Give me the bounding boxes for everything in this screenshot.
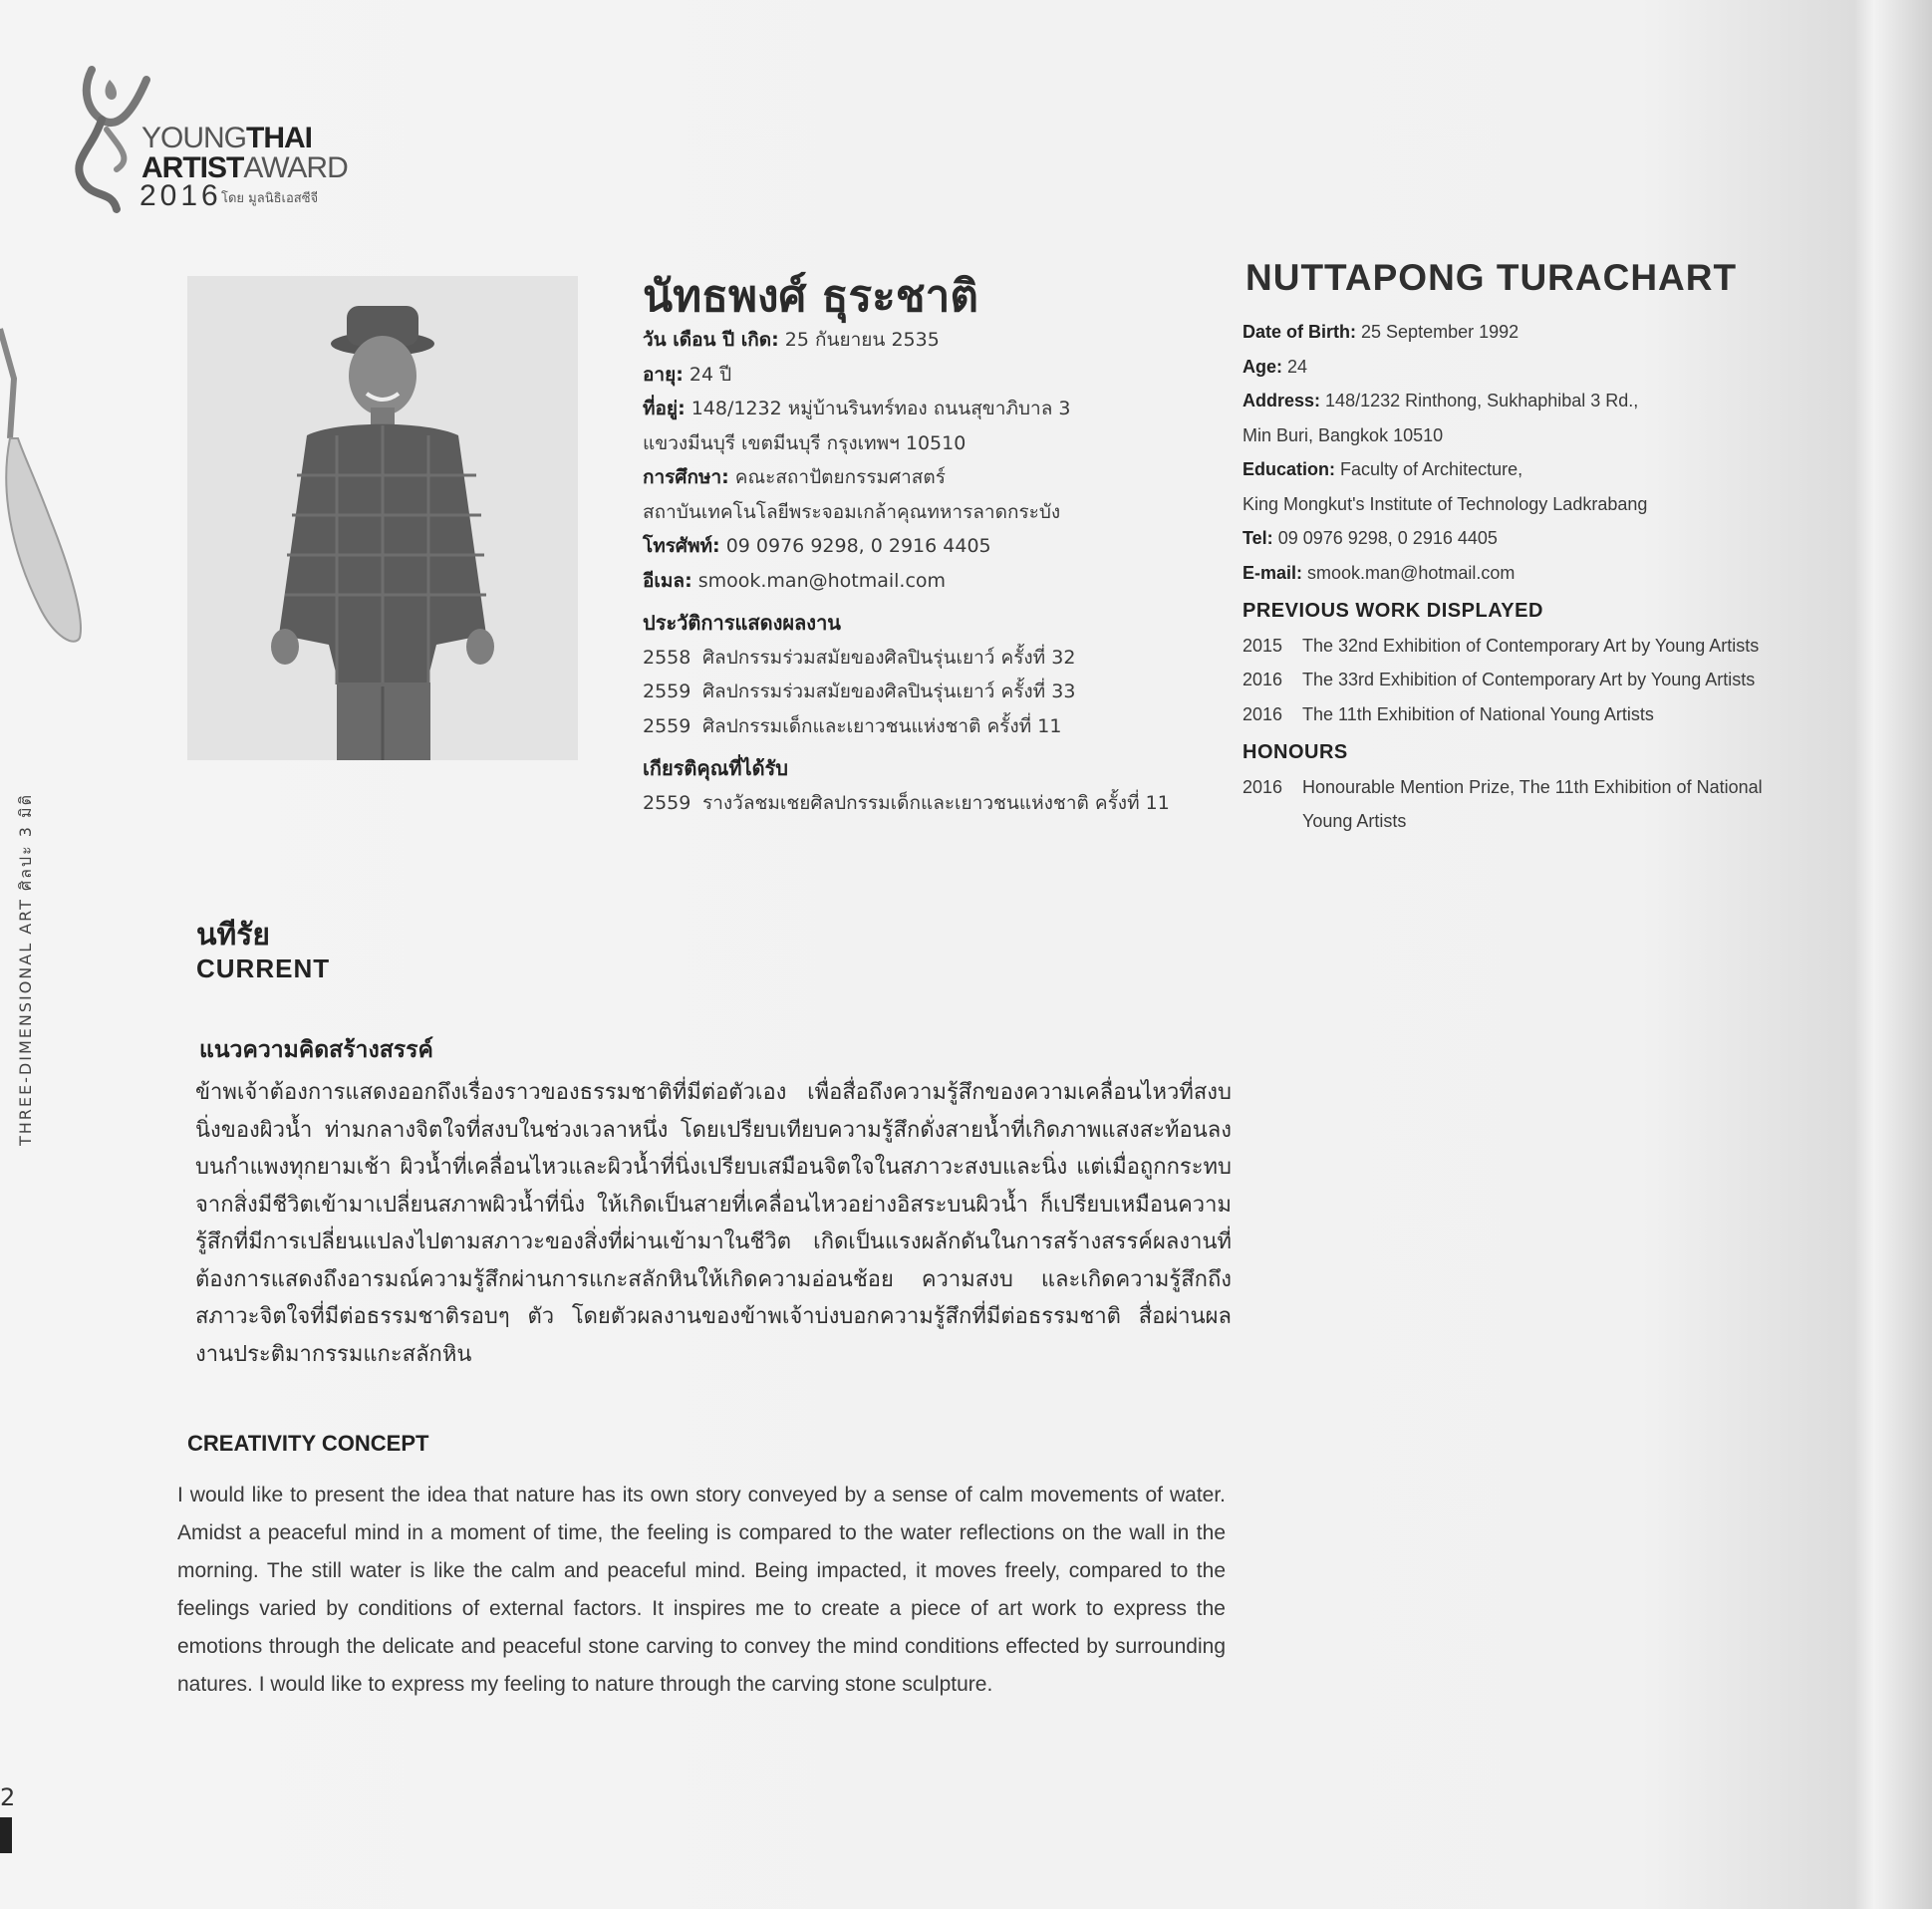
email-row: E-mail: smook.man@hotmail.com: [1242, 562, 1516, 583]
address-row: Address: 148/1232 Rinthong, Sukhaphibal 3 Rd.,: [1242, 391, 1639, 410]
exhibition-item: 2558 ศิลปกรรมร่วมสมัยของศิลปินรุ่นเยาว์ ครั้งที่ 32: [643, 646, 1076, 669]
honour-item: 2559 รางวัลชมเชยศิลปกรรมเด็กและเยาวชนแห่งชาติ ครั้งที่ 11: [643, 791, 1170, 814]
tel-row: โทรศัพท์: 09 0976 9298, 0 2916 4405: [643, 535, 991, 557]
dob-row: Date of Birth: 25 September 1992: [1242, 322, 1519, 342]
concept-heading-english: CREATIVITY CONCEPT: [187, 1431, 429, 1456]
address-row: ที่อยู่: 148/1232 หมู่บ้านรินทร์ทอง ถนนสุขาภิบาล 3: [643, 398, 1071, 419]
logo-sponsor: โดย มูลนิธิเอสซีจี: [221, 191, 319, 206]
education-row: Education: Faculty of Architecture,: [1242, 459, 1523, 479]
artist-name-english: NUTTAPONG TURACHART: [1245, 257, 1738, 298]
concept-text-thai: ข้าพเจ้าต้องการแสดงออกถึงเรื่องราวของธรรมชาติที่มีต่อตัวเอง เพื่อสื่อถึงความรู้สึกของความเคลื่อนไหวที่สงบนิ่งของผิวน้ำ ท่ามกลางจิตใจที่สงบในช่วงเวลาหนึ่ง โดยเปรียบเทียบความรู้สึกดั่งสายน้ำที่เกิดภาพแสงสะท้อนลงบนกำแพงทุกยามเช้า ผิวน้ำที่เคลื่อนไหวและผิวน้ำที่นิ่งเปรียบเสมือนจิตใจในสภาวะสงบและนิ่ง แต่เมื่อถูกกระทบจากสิ่งมีชีวิตเข้ามาเปลี่ยนสภาพผิวน้ำที่นิ่ง ให้เกิดเป็นสายที่เคลื่อนไหวอย่างอิสระบนผิวน้ำ ก็เปรียบเหมือนความรู้สึกที่มีการเปลี่ยนแปลงไปตามสภาวะของสิ่งที่ผ่านเข้ามาในชีวิต เกิดเป็นแรงผลักดันในการสร้างสรรค์ผลงานที่ต้องการแสดงถึงอารมณ์ความรู้สึกผ่านการแกะสลักหินให้เกิดความอ่อนช้อย ความสงบ และเกิดความรู้สึกถึงสภาวะจิตใจที่มีต่อธรรมชาติรอบๆ ตัว โดยตัวผลงานของข้าพเจ้าบ่งบอกความรู้สึกที่มีต่อธรรมชาติ สื่อผ่านผลงานประติมากรรมแกะสลักหิน: [195, 1080, 1232, 1367]
concept-heading-thai: แนวความคิดสร้างสรรค์: [199, 1037, 433, 1063]
page-marker: [0, 1817, 12, 1853]
exhibition-item: 2015 The 32nd Exhibition of Contemporary Art by Young Artists: [1242, 635, 1760, 656]
education-row-2: สถาบันเทคโนโลยีพระจอมเกล้าคุณทหารลาดกระบัง: [643, 500, 1061, 523]
address-row-2: Min Buri, Bangkok 10510: [1242, 424, 1444, 445]
honours-heading-thai: เกียรติคุณที่ได้รับ: [643, 756, 788, 780]
tel-row: Tel: 09 0976 9298, 0 2916 4405: [1242, 528, 1498, 548]
honours-heading-english: HONOURS: [1242, 741, 1348, 763]
exhibition-item: 2016 The 33rd Exhibition of Contemporary Art by Young Artists: [1242, 670, 1756, 689]
work-title-english: CURRENT: [196, 954, 331, 983]
education-row: การศึกษา: คณะสถาปัตยกรรมศาสตร์: [643, 466, 946, 488]
age-row: อายุ: 24 ปี: [643, 363, 732, 386]
exhibitions-heading-english: PREVIOUS WORK DISPLAYED: [1242, 600, 1543, 622]
artist-name-thai: นัทธพงศ์ ธุระชาติ: [643, 271, 978, 322]
section-side-label: THREE-DIMENSIONAL ART ศิลปะ 3 มิติ: [16, 793, 35, 1146]
info-english: [1242, 315, 1800, 839]
concept-text-english: I would like to present the idea that nature has its own story conveyed by a sense of calm movements of water. Amidst a peaceful mind in a moment of time, the feeling is compared to the water reflections on the wall in the morning. The still water is like the calm and peaceful mind. Being impacted, it moves freely, compared to the feelings varied by conditions of external factors. It inspires me to create a piece of art work to express the emotions through the delicate and peaceful stone carving to convey the mind conditions effected by surrounding natures. I would like to express my feeling to nature through the carving stone sculpture.: [177, 1484, 1226, 1696]
honour-item: 2016 Honourable Mention Prize, The 11th Exhibition of National Young Artists: [1242, 776, 1763, 831]
logo-line1: YOUNGTHAI: [141, 122, 313, 154]
artist-photo: [187, 276, 578, 760]
address-row-2: แขวงมีนบุรี เขตมีนบุรี กรุงเทพฯ 10510: [643, 431, 966, 454]
logo-line2: ARTISTAWARD: [141, 151, 348, 184]
age-row: Age: 24: [1242, 356, 1308, 377]
work-title-thai: นทีรัย: [196, 918, 270, 953]
dob-row: วัน เดือน ปี เกิด: 25 กันยายน 2535: [643, 329, 940, 351]
award-logo: [62, 60, 348, 219]
exhibition-item: 2559 ศิลปกรรมร่วมสมัยของศิลปินรุ่นเยาว์ ครั้งที่ 33: [643, 681, 1076, 702]
exhibitions-heading-thai: ประวัติการแสดงผลงาน: [643, 611, 841, 635]
logo-year: 2016: [139, 179, 222, 212]
exhibition-item: 2016 The 11th Exhibition of National Young Artists: [1242, 703, 1654, 724]
page-number: 2: [0, 1783, 16, 1811]
email-row: อีเมล: smook.man@hotmail.com: [643, 569, 947, 592]
info-thai: [643, 323, 1201, 820]
exhibition-item: 2559 ศิลปกรรมเด็กและเยาวชนแห่งชาติ ครั้งที่ 11: [643, 714, 1062, 737]
palette-knife-image: [0, 319, 90, 658]
education-row-2: King Mongkut's Institute of Technology Ladkrabang: [1242, 493, 1648, 514]
